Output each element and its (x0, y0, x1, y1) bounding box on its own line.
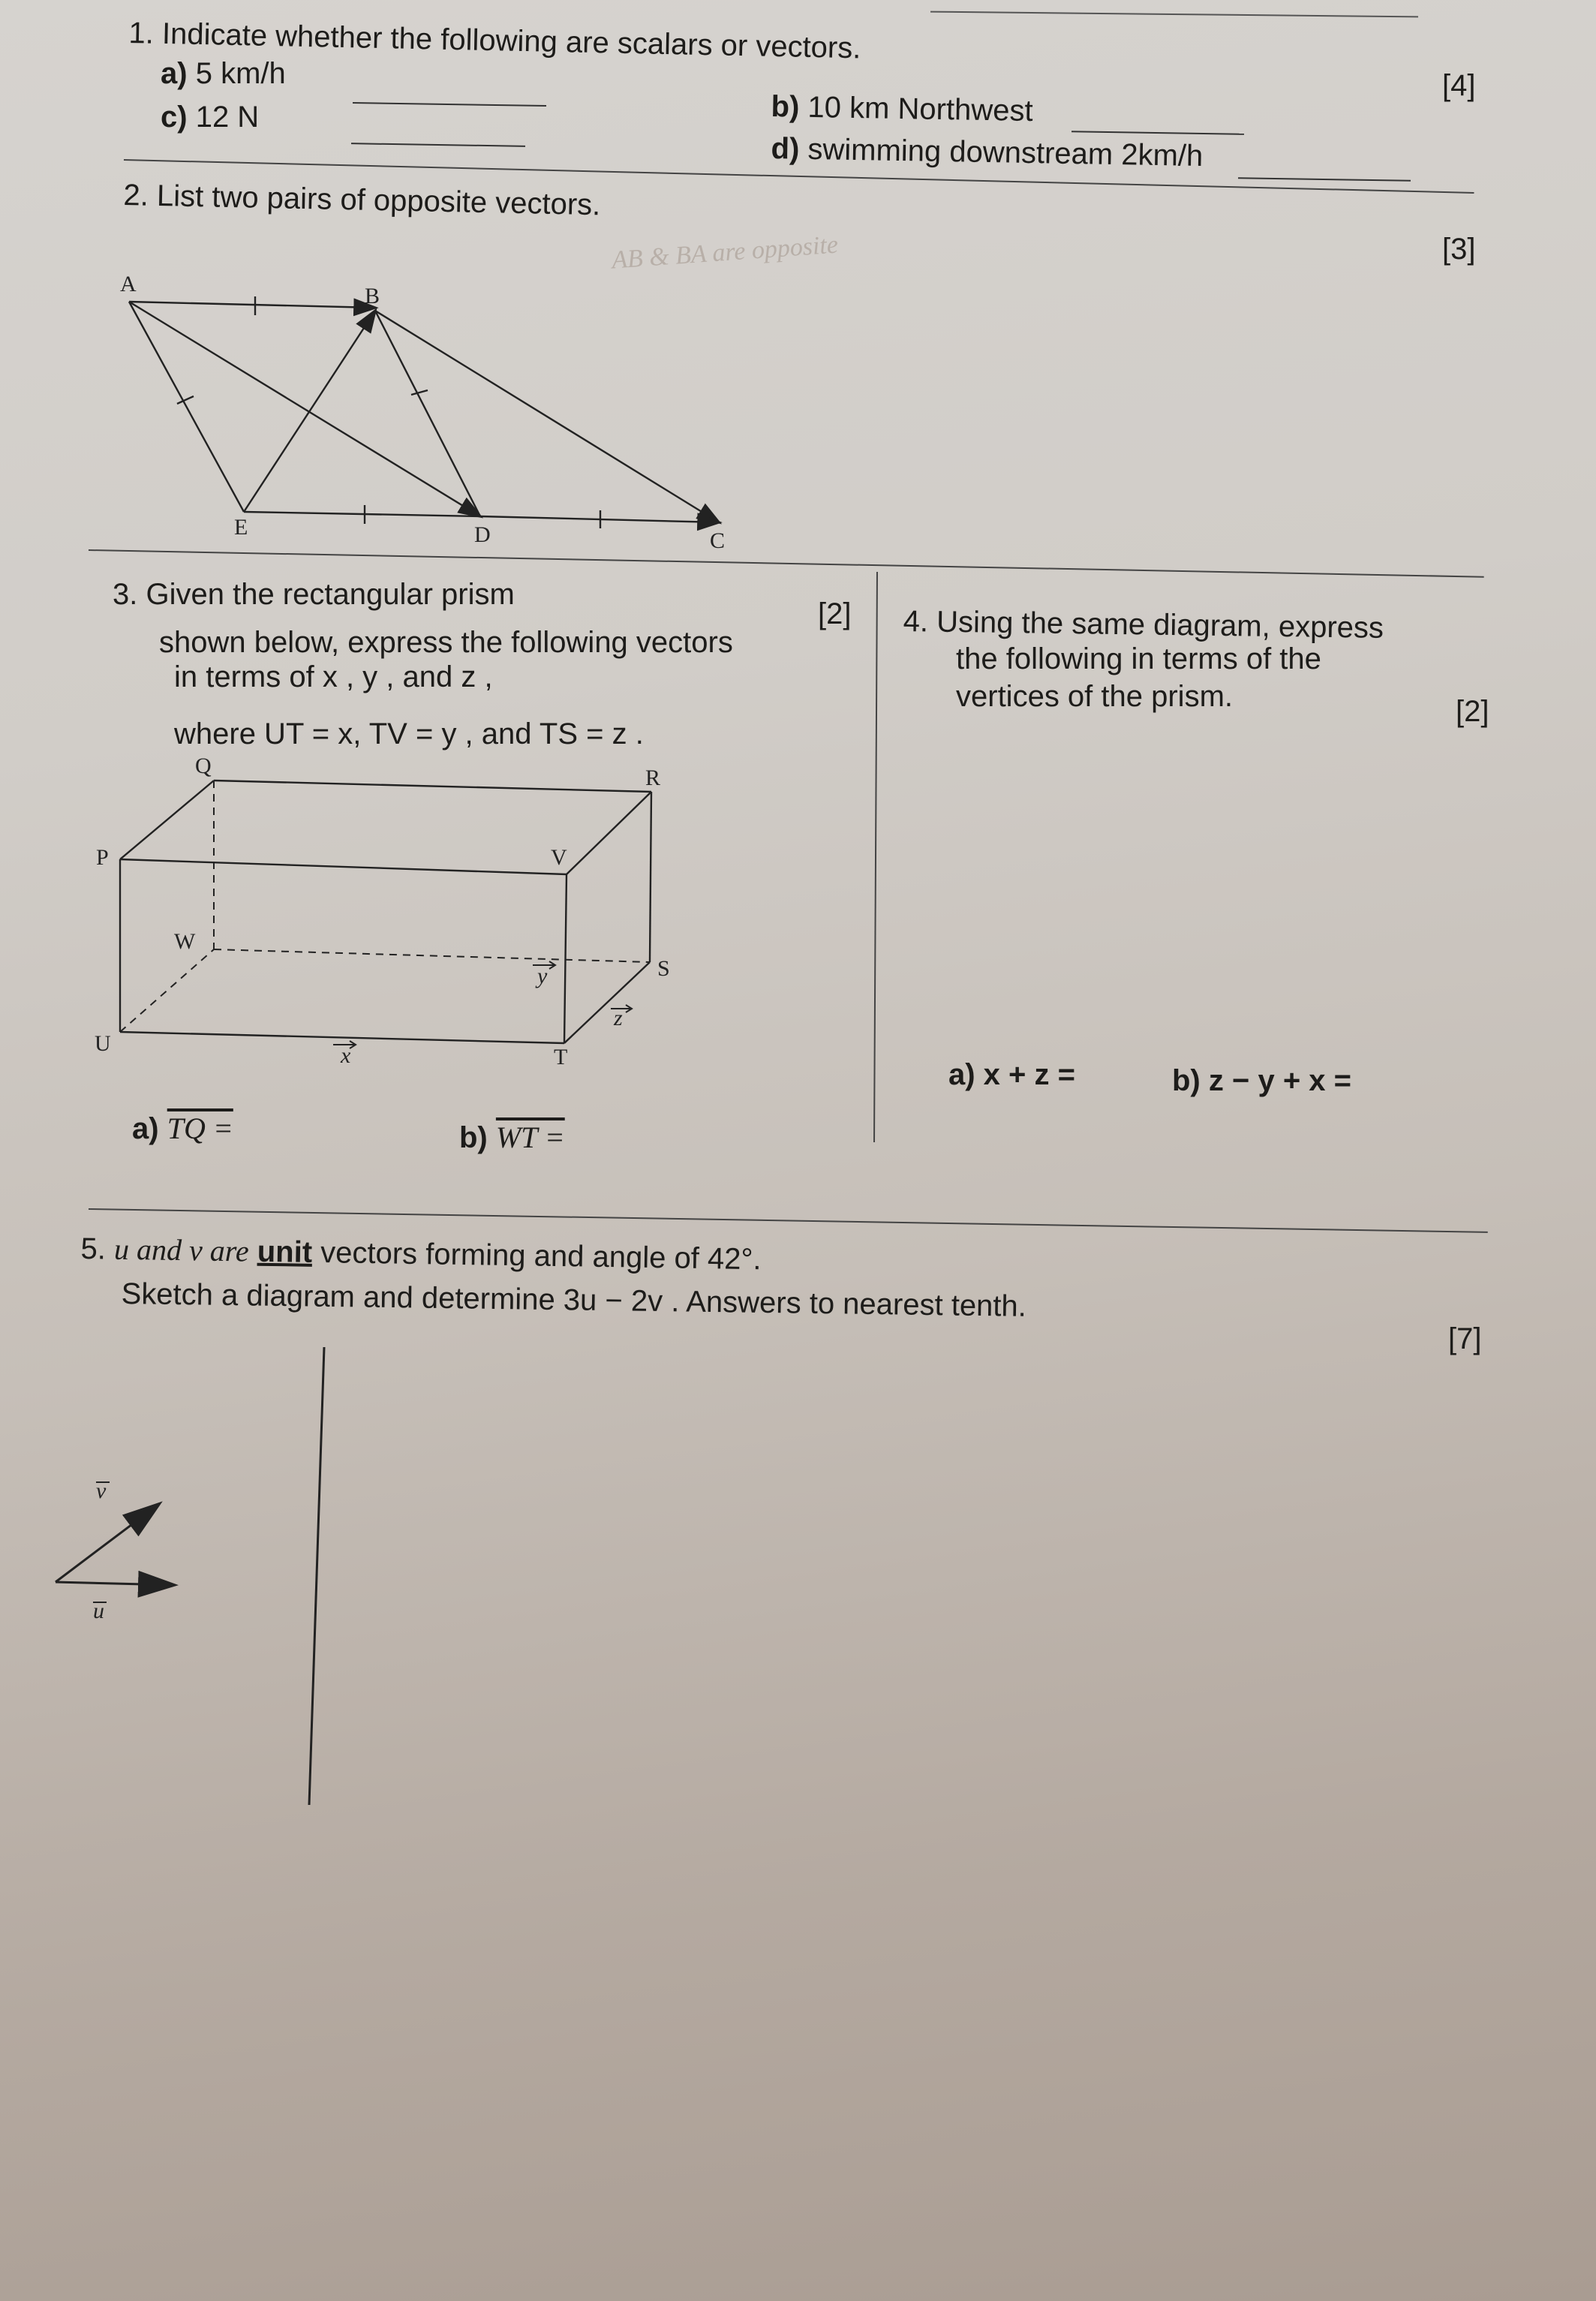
q4-line1: 4. Using the same diagram, express (903, 605, 1384, 645)
vector-dc (480, 516, 719, 522)
q3-a: a) TQ = (132, 1111, 233, 1145)
edge-vt (564, 874, 567, 1043)
vector-v-arrow (56, 1504, 159, 1582)
q1-d: d) swimming downstream 2km/h (771, 132, 1204, 173)
segment-bd (375, 311, 480, 516)
q3-where: where UT = x, TV = y , and TS = z . (174, 717, 644, 750)
q1-b-answer-line[interactable] (1072, 131, 1244, 135)
q1-c: c) 12 N (161, 101, 260, 134)
q3-line3: in terms of x , y , and z , (174, 660, 493, 693)
q5-line2: Sketch a diagram and determine 3u − 2v . Answers to nearest tenth. (121, 1277, 1027, 1323)
vertex-v: V (551, 845, 567, 870)
label-y: y (537, 964, 548, 988)
edge-uw-hidden (120, 949, 214, 1032)
vector-eb (244, 311, 375, 512)
edge-rs (650, 792, 651, 962)
q2-prompt (123, 179, 601, 222)
q5-line1: 5. u and v are unit vectors forming and angle of 42°. (80, 1232, 762, 1277)
q4-line3: vertices of the prism. (956, 680, 1234, 713)
vertex-q: Q (195, 753, 212, 778)
vertex-c: C (710, 528, 726, 553)
previous-page-line (930, 11, 1418, 18)
q4-marks: [2] (1456, 695, 1489, 728)
segment-ed (244, 512, 480, 516)
edge-ut (120, 1032, 564, 1043)
segment-ae (129, 302, 244, 512)
q1-d-answer-line[interactable] (1238, 177, 1411, 182)
label-z: z (614, 1006, 623, 1030)
vertex-u: U (95, 1031, 111, 1056)
edge-ts (564, 962, 650, 1043)
separator-q2 (89, 549, 1484, 578)
q4-line2: the following in terms of the (956, 642, 1321, 675)
q1-b: b) 10 km Northwest (771, 90, 1033, 128)
vertex-t: T (554, 1045, 568, 1069)
vector-u-arrow (56, 1582, 174, 1585)
separator-q4 (89, 1208, 1488, 1233)
q4-a-expression: a) x + z = (948, 1058, 1075, 1091)
q5-vertical-divider (309, 1347, 324, 1805)
q3-marks: [2] (818, 597, 852, 630)
q1-a-answer-line[interactable] (353, 102, 546, 107)
q3-a-expression: TQ = (167, 1111, 233, 1145)
edge-ws-hidden (214, 949, 650, 962)
q5-marks: [7] (1448, 1322, 1482, 1355)
q2-marks: [3] (1442, 233, 1476, 266)
vertex-s: S (657, 956, 670, 981)
edge-pv (120, 859, 567, 874)
edge-vr (567, 792, 651, 874)
q3-b-expression: WT = (495, 1120, 565, 1154)
q1-a: a) 5 km/h (161, 57, 286, 90)
q3-b: b) WT = (459, 1120, 565, 1154)
q3-line1: 3. Given the rectangular prism (113, 578, 515, 611)
q2-number: 2. (123, 179, 149, 212)
vertex-a: A (120, 272, 137, 296)
vector-ad (129, 302, 480, 516)
q1-number: 1. (128, 17, 155, 50)
q3-line2: shown below, express the following vectors (159, 626, 733, 659)
vertex-e: E (234, 515, 248, 540)
q5-unit-word: unit (257, 1235, 313, 1269)
q2-prompt-text: List two pairs of opposite vectors. (156, 179, 601, 222)
label-u: u (93, 1599, 104, 1623)
edge-qr (214, 781, 651, 792)
q5-number: 5. (80, 1232, 107, 1266)
edge-pq (120, 781, 214, 859)
vertex-b: B (365, 284, 380, 308)
vertex-w: W (174, 929, 196, 954)
q3-number: 3. (113, 578, 138, 611)
vertex-r: R (645, 765, 661, 790)
q4-b-expression: b) z − y + x = (1172, 1064, 1352, 1097)
label-x: x (341, 1043, 351, 1068)
vertex-d: D (474, 522, 491, 547)
q1-marks: [4] (1442, 69, 1476, 102)
vector-ab (129, 302, 375, 308)
q2-pencil-answer: AB & BA are opposite (611, 230, 840, 275)
column-divider (873, 572, 878, 1142)
label-v: v (96, 1478, 107, 1503)
q1-c-answer-line[interactable] (351, 143, 525, 147)
vertex-p: P (96, 845, 109, 870)
q1-prompt-text: Indicate whether the following are scalars or vectors. (161, 17, 861, 65)
vector-bc (375, 311, 719, 522)
q4-number: 4. (903, 605, 929, 639)
